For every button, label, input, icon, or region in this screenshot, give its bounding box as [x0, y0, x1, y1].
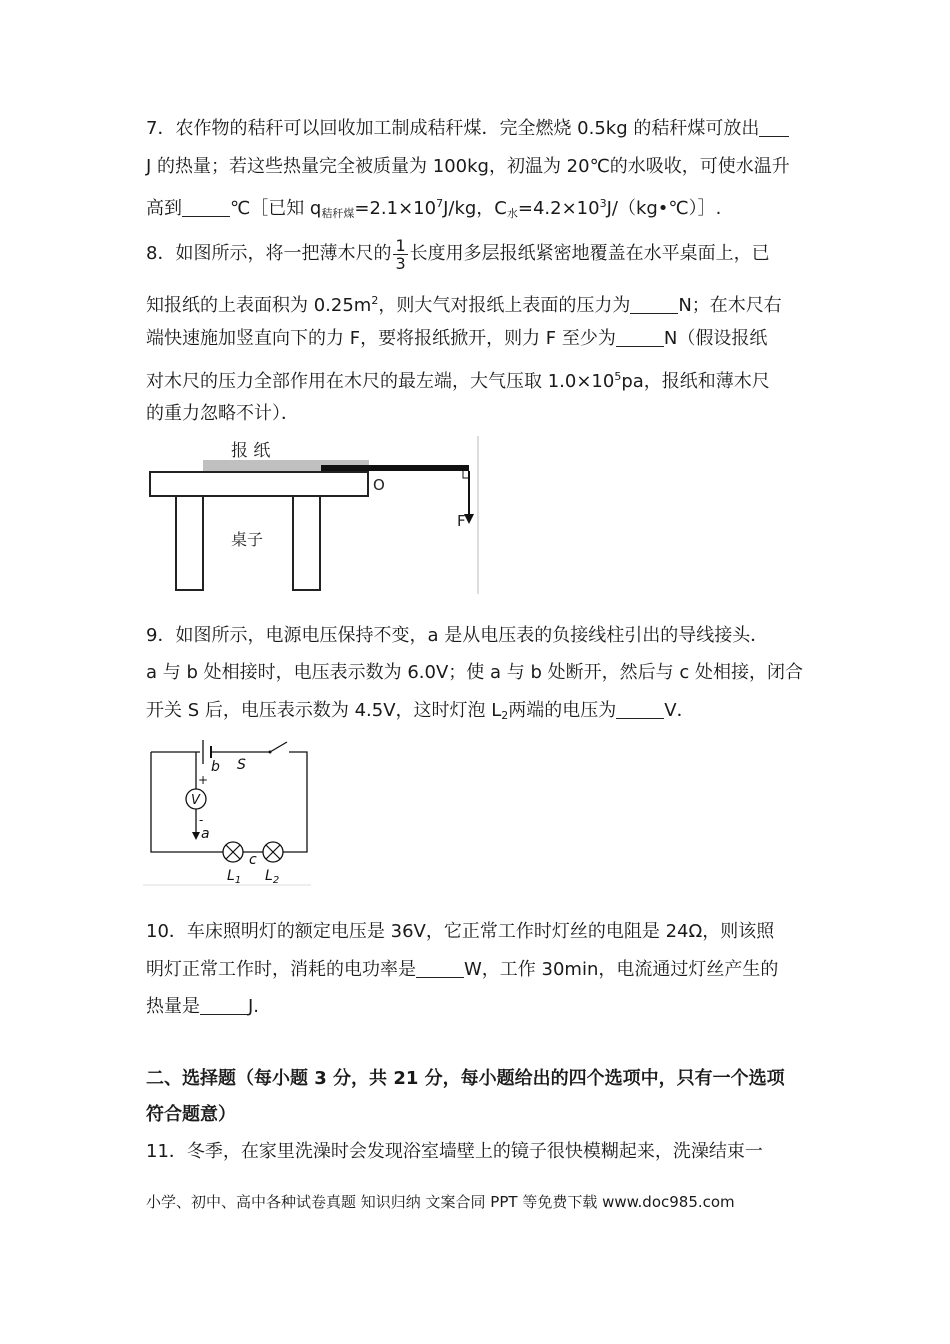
- q10-line-3: 热量是 J.: [146, 996, 260, 1017]
- q9-line-1: 9．如图所示，电源电压保持不变，a 是从电压表的负接线柱引出的导线接头．: [146, 625, 769, 646]
- ruler: [321, 465, 469, 471]
- switch-s: [270, 742, 287, 752]
- section-2-heading-cont: 符合题意）: [146, 1104, 236, 1125]
- q7-line-2: J 的热量；若这些热量完全被质量为 100kg，初温为 20℃的水吸收，可使水温升: [146, 156, 790, 177]
- page-footer: 小学、初中、高中各种试卷真题 知识归纳 文案合同 PPT 等免费下载 www.doc985.com: [146, 1193, 735, 1211]
- q8-line-4: 对木尺的压力全部作用在木尺的最左端，大气压取 $1.0\times 10^5pa$，报纸和薄木尺: [146, 370, 770, 392]
- voltmeter-plus: +: [198, 773, 209, 787]
- fraction-one-third: $\frac{1}{3}$: [395, 235, 406, 273]
- wire-a-arrowhead: [192, 832, 200, 840]
- table-ruler-figure: [143, 434, 483, 596]
- voltmeter-minus: -: [199, 813, 204, 827]
- q8-blank-min-force: [616, 328, 664, 347]
- q10-blank-heat: [200, 996, 248, 1015]
- table-top: [150, 472, 368, 496]
- q11-line-1: 11．冬季，在家里洗澡时会发现浴室墙壁上的镜子很快模糊起来，洗澡结束一: [146, 1141, 763, 1162]
- q10-blank-power: [416, 959, 464, 978]
- force-label: F: [457, 512, 466, 530]
- label-a: a: [201, 826, 210, 842]
- q7-line-3: 高到 ℃［已知 $q_{秸秆煤}=2.1\times 10^7J/kg$，$C_水=4.2\times 10^3J/(kg•℃)]$.: [146, 197, 722, 220]
- section-2-heading: 二、选择题（每小题 3 分，共 21 分，每小题给出的四个选项中，只有一个选项: [146, 1068, 785, 1089]
- table-label: 桌子: [231, 530, 264, 549]
- newspaper-label: 报 纸: [231, 441, 271, 461]
- q8-line-2: 知报纸的上表面积为 $0.25m^2$，则大气对报纸上表面的压力为 N；在木尺右: [146, 294, 782, 316]
- label-c: c: [249, 852, 257, 868]
- q10-line-1: 10．车床照明灯的额定电压是 36V，它正常工作时灯丝的电阻是 24Ω，则该照: [146, 921, 775, 942]
- q8-line-5: 的重力忽略不计）．: [146, 403, 299, 424]
- q9-line-3: 开关 S 后，电压表示数为 4.5V，这时灯泡 $L_2$两端的电压为 V．: [146, 700, 695, 722]
- table-leg-right: [293, 496, 320, 590]
- q9-blank-voltage: [616, 700, 664, 719]
- table-leg-left: [176, 496, 203, 590]
- q8-line-3: 端快速施加竖直向下的力 F，要将报纸掀开，则力 F 至少为 N（假设报纸: [146, 328, 768, 349]
- q7-line-1: 7．农作物的秸秆可以回收加工制成秸秆煤．完全燃烧 0.5kg 的秸秆煤可放出: [146, 116, 789, 142]
- label-l2: $L_2$: [265, 868, 280, 886]
- q10-line-2: 明灯正常工作时，消耗的电功率是 W，工作 30min，电流通过灯丝产生的: [146, 959, 779, 980]
- q9-line-2: a 与 b 处相接时，电压表示数为 6.0V；使 a 与 b 处断开，然后与 c 处相接，闭合: [146, 662, 803, 683]
- q8-line-1: 8．如图所示，将一把薄木尺的 $\frac{1}{3}$ 长度用多层报纸紧密地覆盖在水平桌面上，已: [146, 235, 770, 273]
- circuit-figure: [143, 734, 313, 888]
- q7-blank-temp: [182, 198, 230, 217]
- pivot-label: O: [373, 476, 385, 494]
- label-b: b: [211, 759, 220, 775]
- voltmeter-label: V: [191, 793, 200, 808]
- q8-blank-pressure-force: [630, 295, 678, 314]
- label-l1: $L_1$: [227, 868, 242, 886]
- q7-blank-heat: [759, 118, 789, 137]
- label-s: S: [237, 757, 246, 773]
